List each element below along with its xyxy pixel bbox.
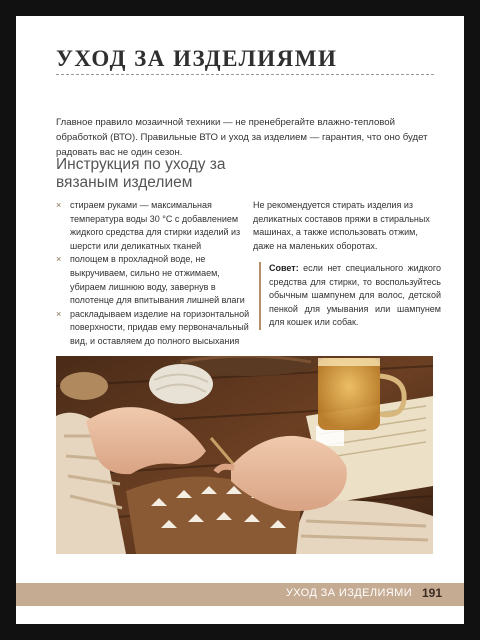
cross-bullet-icon: ×	[56, 254, 62, 265]
page-number: 191	[421, 586, 442, 600]
list-item-text: полощем в прохладной воде, не выкручиваем, сильно не отжимаем, убираем лишнюю воду, завернув в полотенце для впитывания лишней влаги	[70, 254, 245, 306]
knitting-illustration	[56, 356, 433, 554]
cross-bullet-icon: ×	[56, 308, 62, 319]
intro-paragraph: Главное правило мозаичной техники — не пренебрегайте влажно-тепловой обработкой (ВТО). Правильные ВТО и уход за изделием — гарантия, что оно будет радовать вас не один сезон.	[56, 117, 428, 158]
section-title: Инструкция по уходу за вязаным изделием	[56, 156, 226, 191]
page-footer	[16, 583, 464, 606]
tip-text: если нет специального жидкого средства для стирки, то воспользуйтесь обычным шампунем для волос, детской пенкой для умывания или шампунем для кошек или собак.	[269, 263, 441, 328]
list-item-lead: стираем руками	[70, 200, 138, 210]
list-item	[56, 253, 256, 307]
list-item	[56, 199, 256, 253]
washing-note: Не рекомендуется стирать изделия из деликатных составов пряжи в стиральных машинах, а также использовать отжим, даже на маленьких оборотах.	[253, 200, 430, 251]
tip-label: Совет:	[269, 263, 299, 273]
care-instructions-list	[56, 199, 256, 349]
knitting-photo	[56, 356, 433, 554]
title-divider	[56, 74, 434, 75]
book-page	[16, 16, 464, 624]
list-item-text: раскладываем изделие на горизонтальной поверхности, придав ему первоначальный вид, и оставляем до полного высыхания	[70, 308, 250, 346]
page-title: УХОД ЗА ИЗДЕЛИЯМИ	[56, 46, 338, 71]
tip-box	[259, 262, 441, 330]
cross-bullet-icon: ×	[56, 200, 62, 210]
list-item-text: — максимальная температура воды 30 °C с добавлением жидкого средства для стирки изделий из шерсти или деликатных тканей	[70, 200, 241, 251]
list-item	[56, 308, 256, 349]
footer-section-title: УХОД ЗА ИЗДЕЛИЯМИ	[285, 587, 412, 599]
